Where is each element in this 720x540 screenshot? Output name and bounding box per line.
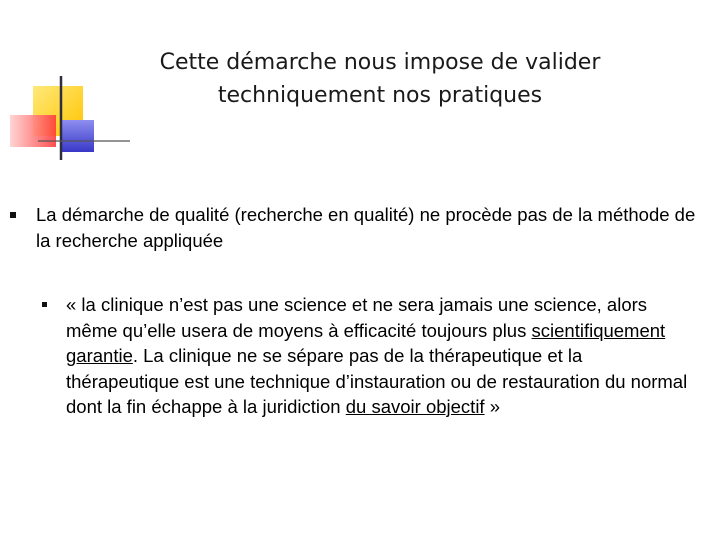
title-line-1: Cette démarche nous impose de valider: [159, 50, 601, 75]
color-blocks-logo-icon: [0, 0, 130, 170]
underlined-phrase-1: scientifiquement garantie: [66, 319, 666, 366]
bullet-point-2: [42, 292, 692, 420]
quote-part-2: . La clinique ne se sépare pas de la thérapeutique et la thérapeutique est une technique d’instauration ou de restauration du normal dont la fin échappe à la juridiction: [66, 345, 688, 417]
square-bullet-icon: [10, 212, 16, 218]
square-bullet-icon: [42, 302, 47, 307]
bullet-point-1: [10, 202, 700, 254]
quote-part-3: »: [484, 396, 501, 417]
bullet-2-text: [66, 292, 692, 420]
title-line-2: techniquement nos pratiques: [217, 83, 543, 108]
slide-title: [120, 46, 640, 112]
red-block: [10, 115, 56, 147]
bullet-1-text: La démarche de qualité (recherche en qualité) ne procède pas de la méthode de la recherche appliquée: [36, 204, 696, 251]
underlined-phrase-2: du savoir objectif: [345, 396, 485, 417]
blue-block: [62, 120, 94, 152]
quote-part-1: « la clinique n’est pas une science et ne sera jamais une science, alors même qu’elle usera de moyens à efficacité toujours plus: [66, 294, 648, 341]
